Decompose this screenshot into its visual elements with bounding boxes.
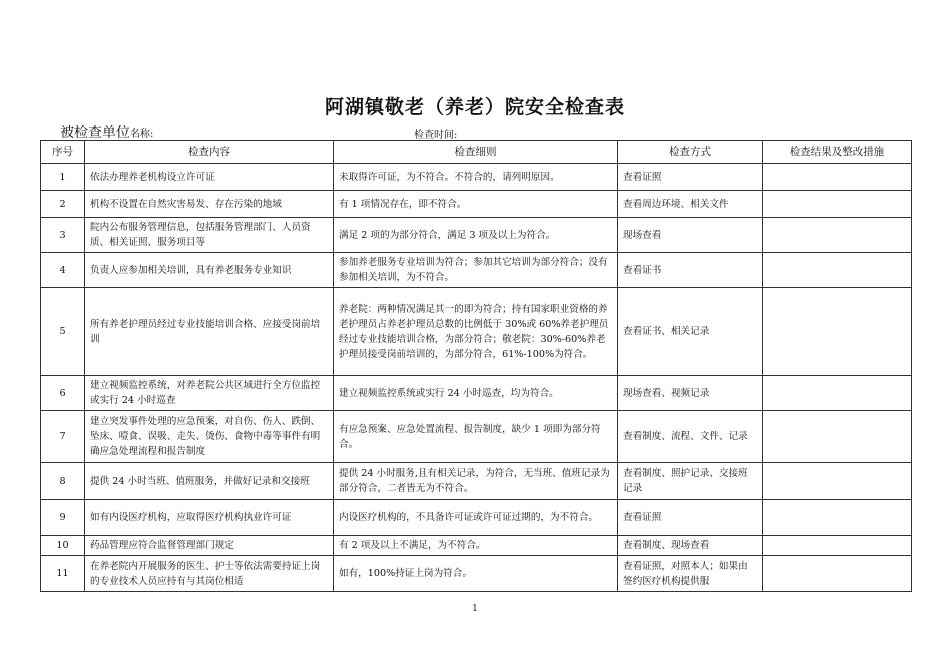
- table-header-row: [41, 141, 912, 164]
- row-method: 查看证照，对照本人；如果由签约医疗机构提供服: [618, 556, 763, 592]
- row-method: 查看制度、流程、文件、记录: [618, 411, 763, 463]
- table-row: [41, 463, 912, 500]
- row-method: 现场查看、视频记录: [618, 376, 763, 411]
- page-number: 1: [472, 604, 478, 614]
- row-no: 4: [41, 253, 85, 288]
- table-row: [41, 253, 912, 288]
- row-result: [763, 288, 912, 376]
- row-content: 建立视频监控系统，对养老院公共区域进行全方位监控或实行 24 小时巡查: [85, 376, 334, 411]
- inspected-unit-label-big: 被检查单位: [60, 125, 130, 141]
- table-row: [41, 500, 912, 536]
- row-content: 如有内设医疗机构，应取得医疗机构执业许可证: [85, 500, 334, 536]
- row-method: 查看周边环境、相关文件: [618, 191, 763, 218]
- row-content: 药品管理应符合监督管理部门规定: [85, 536, 334, 556]
- inspected-unit-label-small: 名称:: [130, 129, 154, 140]
- row-no: 2: [41, 191, 85, 218]
- table-row: [41, 164, 912, 191]
- row-content: 依法办理养老机构设立许可证: [85, 164, 334, 191]
- row-method: 查看证照: [618, 500, 763, 536]
- row-content: 机构不设置在自然灾害易发、存在污染的地域: [85, 191, 334, 218]
- row-content: 负责人应参加相关培训，具有养老服务专业知识: [85, 253, 334, 288]
- row-method: 查看证照: [618, 164, 763, 191]
- table-row: [41, 376, 912, 411]
- row-detail: 内设医疗机构的，不具备许可证或许可证过期的，为不符合。: [334, 500, 618, 536]
- row-result: [763, 253, 912, 288]
- row-no: 8: [41, 463, 85, 500]
- header-no: 序号: [41, 141, 85, 164]
- table-row: [41, 218, 912, 253]
- header-method: 检查方式: [618, 141, 763, 164]
- row-result: [763, 556, 912, 592]
- document-title: 阿湖镇敬老（养老）院安全检查表: [324, 96, 625, 118]
- row-result: [763, 164, 912, 191]
- row-detail: 如有，100%持证上岗为符合。: [334, 556, 618, 592]
- row-result: [763, 191, 912, 218]
- row-detail: 满足 2 项的为部分符合，满足 3 项及以上为符合。: [334, 218, 618, 253]
- row-detail: 建立视频监控系统或实行 24 小时巡查，均为符合。: [334, 376, 618, 411]
- row-detail: 有 2 项及以上不满足，为不符合。: [334, 536, 618, 556]
- table-row: [41, 536, 912, 556]
- inspection-time-label: 检查时间:: [414, 130, 458, 141]
- row-method: 查看证书、相关记录: [618, 288, 763, 376]
- row-no: 9: [41, 500, 85, 536]
- row-detail: 有应急预案、应急处置流程、报告制度，缺少 1 项即为部分符合。: [334, 411, 618, 463]
- row-no: 10: [41, 536, 85, 556]
- row-result: [763, 376, 912, 411]
- row-method: 查看制度、现场查看: [618, 536, 763, 556]
- row-detail: 参加养老服务专业培训为符合；参加其它培训为部分符合；没有参加相关培训，为不符合。: [334, 253, 618, 288]
- inspected-unit-label: [60, 122, 153, 142]
- row-result: [763, 500, 912, 536]
- row-method: 查看证书: [618, 253, 763, 288]
- row-result: [763, 411, 912, 463]
- header-detail: 检查细则: [334, 141, 618, 164]
- table-row: [41, 411, 912, 463]
- row-detail: 养老院：两种情况满足其一的即为符合；持有国家职业资格的养老护理员占养老护理员总数的比例低于 30%或 60%养老护理员经过专业技能培训合格，为部分符合；敬老院：30%-60%养老护理员接受岗前培训的，为部分符合，61%-100%为符合。: [334, 288, 618, 376]
- row-content: 建立突发事件处理的应急预案，对自伤、伤人、跌倒、坠床、噎食、误吸、走失、烫伤、食物中毒等事件有明确应急处理流程和报告制度: [85, 411, 334, 463]
- table-row: [41, 556, 912, 592]
- row-no: 1: [41, 164, 85, 191]
- table-row: [41, 191, 912, 218]
- row-result: [763, 463, 912, 500]
- header-content: 检查内容: [85, 141, 334, 164]
- header-result: 检查结果及整改措施: [763, 141, 912, 164]
- row-detail: 未取得许可证，为不符合。不符合的，请列明原因。: [334, 164, 618, 191]
- row-no: 11: [41, 556, 85, 592]
- row-content: 院内公布服务管理信息，包括服务管理部门、人员资质、相关证照、服务项目等: [85, 218, 334, 253]
- row-no: 7: [41, 411, 85, 463]
- row-method: 现场查看: [618, 218, 763, 253]
- row-no: 6: [41, 376, 85, 411]
- row-method: 查看制度、照护记录、交接班记录: [618, 463, 763, 500]
- row-content: 所有养老护理员经过专业技能培训合格、应接受岗前培训: [85, 288, 334, 376]
- row-content: 在养老院内开展服务的医生、护士等依法需要持证上岗的专业技术人员应持有与其岗位相适: [85, 556, 334, 592]
- row-no: 3: [41, 218, 85, 253]
- row-detail: 提供 24 小时服务,且有相关记录，为符合，无当班、值班记录为部分符合，二者皆无为不符合。: [334, 463, 618, 500]
- row-content: 提供 24 小时当班、值班服务，并做好记录和交接班: [85, 463, 334, 500]
- inspection-table: [40, 140, 912, 592]
- row-no: 5: [41, 288, 85, 376]
- row-result: [763, 536, 912, 556]
- row-detail: 有 1 项情况存在，即不符合。: [334, 191, 618, 218]
- table-row: [41, 288, 912, 376]
- row-result: [763, 218, 912, 253]
